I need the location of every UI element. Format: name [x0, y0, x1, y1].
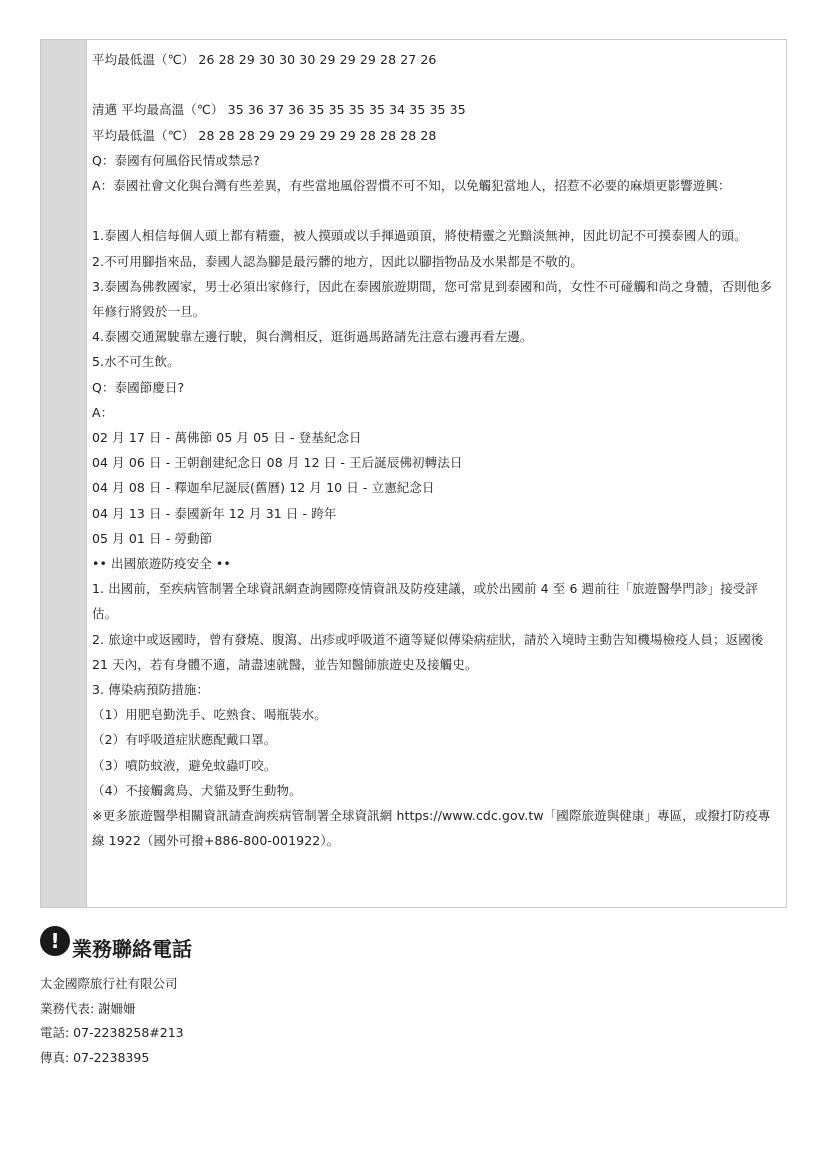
- holiday-item: 04 月 06 日 - 王朝創建紀念日 08 月 12 日 - 王后誕辰佛初轉法日: [92, 455, 463, 471]
- travel-info-box: [40, 39, 787, 908]
- custom-item: 3.泰國為佛教國家，男士必須出家修行，因此在泰國旅遊期間，您可常見到泰國和尚，女性不可碰觸和尚之身體，否則他多年修行將毀於一旦。: [92, 278, 772, 319]
- info-line: 平均最低溫（℃） 26 28 29 30 30 30 29 29 29 28 27 26: [92, 52, 437, 67]
- epidemic-item: 1. 出國前，至疾病管制署全球資訊網查詢國際疫情資訊及防疫建議，或於出國前 4 至 6 週前往「旅遊醫學門診」接受評估。: [92, 581, 759, 622]
- sales-representative: 業務代表: 謝姍姍: [40, 1000, 136, 1016]
- info-box-side-bar: [41, 40, 87, 907]
- info-line: 平均最低溫（℃） 28 28 28 29 29 29 29 29 28 28 28 28: [92, 127, 437, 143]
- holiday-item: 02 月 17 日 - 萬佛節 05 月 05 日 - 登基紀念日: [92, 430, 362, 446]
- prevention-item: （2）有呼吸道症狀應配戴口罩。: [92, 732, 277, 748]
- custom-item: 5.水不可生飲。: [92, 354, 180, 370]
- exclamation-circle-icon: !: [40, 926, 70, 956]
- contact-details: [40, 972, 787, 1070]
- custom-item: 1.泰國人相信每個人頭上都有精靈，被人摸頭或以手揮過頭頂，將使精靈之光黯淡無神，因此切記不可摸泰國人的頭。: [92, 228, 747, 244]
- info-box-content: [87, 40, 786, 907]
- holiday-item: 04 月 13 日 - 泰國新年 12 月 31 日 - 跨年: [92, 505, 337, 521]
- faq-answer: A：: [92, 404, 114, 420]
- epidemic-item: 2. 旅途中或返國時，曾有發燒、腹瀉、出疹或呼吸道不適等疑似傳染病症狀，請於入境時主動告知機場檢疫人員；返國後 21 天內，若有身體不適，請盡速就醫，並告知醫師旅遊史及接觸史。: [92, 631, 764, 672]
- fax-number: 傳真: 07-2238395: [40, 1049, 150, 1065]
- custom-item: 4.泰國交通駕駛靠左邊行駛，與台灣相反，逛街過馬路請先注意右邊再看左邊。: [92, 329, 533, 345]
- contact-title: 業務聯絡電話: [72, 936, 192, 961]
- prevention-item: （4）不接觸禽鳥、犬貓及野生動物。: [92, 782, 302, 798]
- info-line: 清邁 平均最高溫（℃） 35 36 37 36 35 35 35 35 34 35 35 35: [92, 102, 466, 118]
- contact-heading: [40, 926, 787, 962]
- epidemic-section-heading: •• 出國旅遊防疫安全 ••: [92, 556, 231, 572]
- faq-question: Q：泰國節慶日?: [92, 379, 185, 395]
- epidemic-item: 3. 傳染病預防措施：: [92, 682, 209, 698]
- contact-section: [40, 926, 787, 1070]
- custom-item: 2.不可用腳指來品，泰國人認為腳是最污髒的地方，因此以腳指物品及水果都是不敬的。: [92, 253, 583, 269]
- prevention-item: （3）噴防蚊液，避免蚊蟲叮咬。: [92, 757, 277, 773]
- faq-question: Q：泰國有何風俗民情或禁忌?: [92, 152, 260, 168]
- holiday-item: 05 月 01 日 - 勞動節: [92, 530, 213, 546]
- company-name: 太金國際旅行社有限公司: [40, 976, 178, 991]
- prevention-item: （1）用肥皂勤洗手、吃熟食、喝瓶裝水。: [92, 707, 327, 723]
- more-info-note: ※更多旅遊醫學相關資訊請查詢疾病管制署全球資訊網 https://www.cdc.gov.tw「國際旅遊與健康」專區，或撥打防疫專線 1922（國外可撥+886-800-001922）。: [92, 808, 771, 849]
- blank-line: [92, 72, 778, 97]
- phone-number: 電話: 07-2238258#213: [40, 1025, 184, 1040]
- blank-line: [92, 198, 778, 223]
- holiday-item: 04 月 08 日 - 釋迦牟尼誕辰(舊曆) 12 月 10 日 - 立憲紀念日: [92, 480, 435, 496]
- faq-answer: A：泰國社會文化與台灣有些差異，有些當地風俗習慣不可不知，以免觸犯當地人，招惹不必要的麻煩更影響遊興：: [92, 178, 731, 193]
